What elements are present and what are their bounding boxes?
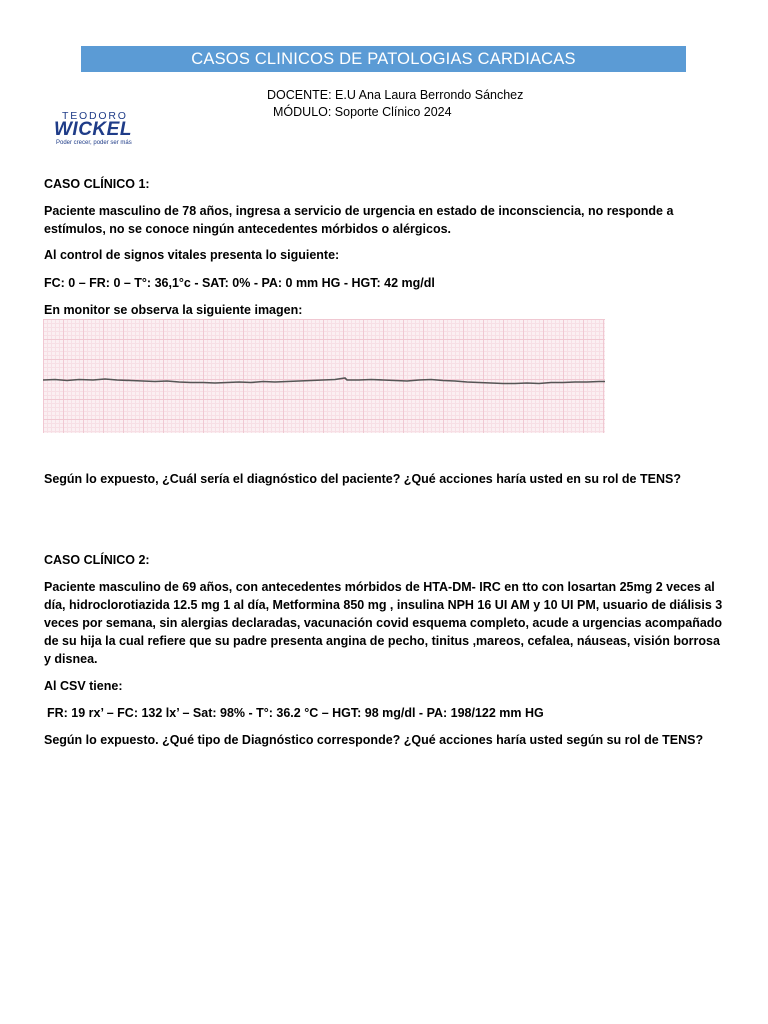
case2-description: Paciente masculino de 69 años, con antecedentes mórbidos de HTA-DM- IRC en tto con losartan 25mg 2 veces al día, hidroclorotiazida 12.5 mg 1 al día, Metformina 850 mg , insulina NPH 16 UI AM y 10 UI PM, usuario de diálisis 3 veces por semana, sin alergias declaradas, vacunación covid esquema completo, acude a urgencias acompañado de su hija la cual refiere que su padre presenta angina de pecho, tinitus ,mareos, cefalea, náuseas, visión borrosa y disnea. bbox=[44, 580, 723, 666]
institution-logo bbox=[40, 88, 172, 166]
case1-question: Según lo expuesto, ¿Cuál sería el diagnóstico del paciente? ¿Qué acciones haría usted en su rol de TENS? bbox=[44, 472, 681, 486]
case1-monitor-intro: En monitor se observa la siguiente imagen: bbox=[44, 303, 303, 317]
ecg-trace bbox=[43, 319, 605, 433]
case1-description: Paciente masculino de 78 años, ingresa a servicio de urgencia en estado de inconsciencia, no responde a estímulos, no se conoce ningún antecedentes mórbidos o alérgicos. bbox=[44, 204, 674, 236]
case1-heading: CASO CLÍNICO 1: bbox=[44, 177, 150, 191]
ecg-monitor-strip bbox=[43, 319, 605, 433]
case2-vitals: FR: 19 rx’ – FC: 132 lx’ – Sat: 98% - T°: 36.2 °C – HGT: 98 mg/dl - PA: 198/122 mm HG bbox=[47, 706, 544, 720]
logo-top-text: TEODORO bbox=[62, 110, 128, 122]
case1-vitals-intro: Al control de signos vitales presenta lo siguiente: bbox=[44, 248, 340, 262]
docente-line: DOCENTE: E.U Ana Laura Berrondo Sánchez bbox=[267, 88, 524, 102]
document-title: CASOS CLINICOS DE PATOLOGIAS CARDIACAS bbox=[81, 46, 686, 72]
logo-tagline: Poder crecer, poder ser más bbox=[56, 140, 132, 146]
modulo-line: MÓDULO: Soporte Clínico 2024 bbox=[273, 105, 452, 119]
case1-vitals: FC: 0 – FR: 0 – T°: 36,1°c - SAT: 0% - PA: 0 mm HG - HGT: 42 mg/dl bbox=[44, 276, 435, 290]
case2-question: Según lo expuesto. ¿Qué tipo de Diagnóstico corresponde? ¿Qué acciones haría usted según su rol de TENS? bbox=[44, 733, 704, 747]
case2-csv-intro: Al CSV tiene: bbox=[44, 679, 123, 693]
logo-main-text: WICKEL bbox=[54, 119, 132, 140]
case2-heading: CASO CLÍNICO 2: bbox=[44, 553, 150, 567]
